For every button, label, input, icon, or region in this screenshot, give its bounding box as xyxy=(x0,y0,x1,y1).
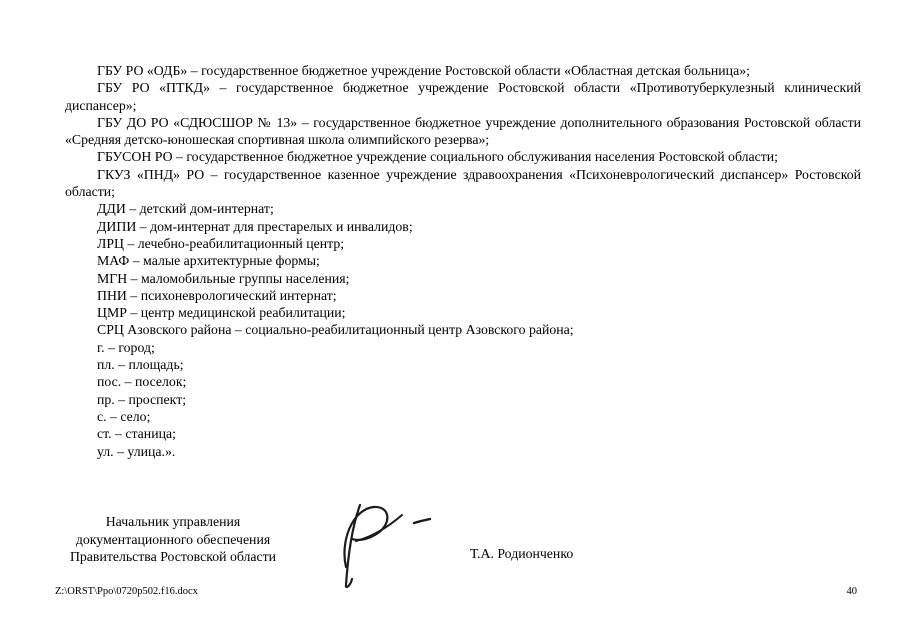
abbreviation-line: МАФ – малые архитектурные формы; xyxy=(97,253,320,269)
abbreviation-line: СРЦ Азовского района – социально-реабилитационный центр Азовского района; xyxy=(97,322,574,338)
abbreviation-line: пл. – площадь; xyxy=(97,357,184,373)
abbreviation-line: г. – город; xyxy=(97,339,155,355)
abbreviation-line: МГН – маломобильные группы населения; xyxy=(97,270,350,286)
handwritten-signature xyxy=(322,497,442,592)
paragraph: ГБУ ДО РО «СДЮСШОР № 13» – государственное бюджетное учреждение дополнительного образования Ростовской области «Средняя детско-юношеская спортивная школа олимпийского резерва»; xyxy=(65,114,861,148)
signatory-name: Т.А. Родионченко xyxy=(470,546,574,561)
abbreviation-line: ПНИ – психоневрологический интернат; xyxy=(97,287,337,303)
signatory-title-line-2: документационного обеспечения xyxy=(75,531,271,547)
signatory-title-line-1: Начальник управления xyxy=(105,514,241,529)
paragraph: ГБУСОН РО – государственное бюджетное учреждение социального обслуживания населения Ростовской области; xyxy=(97,149,779,165)
abbreviation-line: пос. – поселок; xyxy=(97,374,187,390)
body-text xyxy=(65,62,861,460)
abbreviation-line: ЦМР – центр медицинской реабилитации; xyxy=(97,305,346,321)
footer-file-path: Z:\ORST\Ppo\0720p502.f16.docx xyxy=(55,586,198,597)
paragraph: ГБУ РО «ПТКД» – государственное бюджетное учреждение Ростовской области «Противотуберкулезный клинический диспансер»; xyxy=(65,80,861,113)
footer-page-number: 40 xyxy=(846,586,857,597)
abbreviation-line: ст. – станица; xyxy=(97,426,176,442)
abbreviation-line: пр. – проспект; xyxy=(97,391,187,407)
signature-block xyxy=(52,513,294,566)
abbreviation-line: ДДИ – детский дом-интернат; xyxy=(97,201,274,217)
abbreviation-line: с. – село; xyxy=(97,408,151,424)
signatory-title-line-3: Правительства Ростовской области xyxy=(69,549,277,565)
abbreviation-line: ул. – улица.». xyxy=(97,443,176,459)
paragraph: ГКУЗ «ПНД» РО – государственное казенное учреждение здравоохранения «Психоневрологический диспансер» Ростовской области; xyxy=(65,166,861,200)
abbreviation-line: ЛРЦ – лечебно-реабилитационный центр; xyxy=(97,235,345,251)
paragraph: ГБУ РО «ОДБ» – государственное бюджетное учреждение Ростовской области «Областная детская больница»; xyxy=(97,63,750,78)
abbreviation-line: ДИПИ – дом-интернат для престарелых и инвалидов; xyxy=(97,218,413,234)
